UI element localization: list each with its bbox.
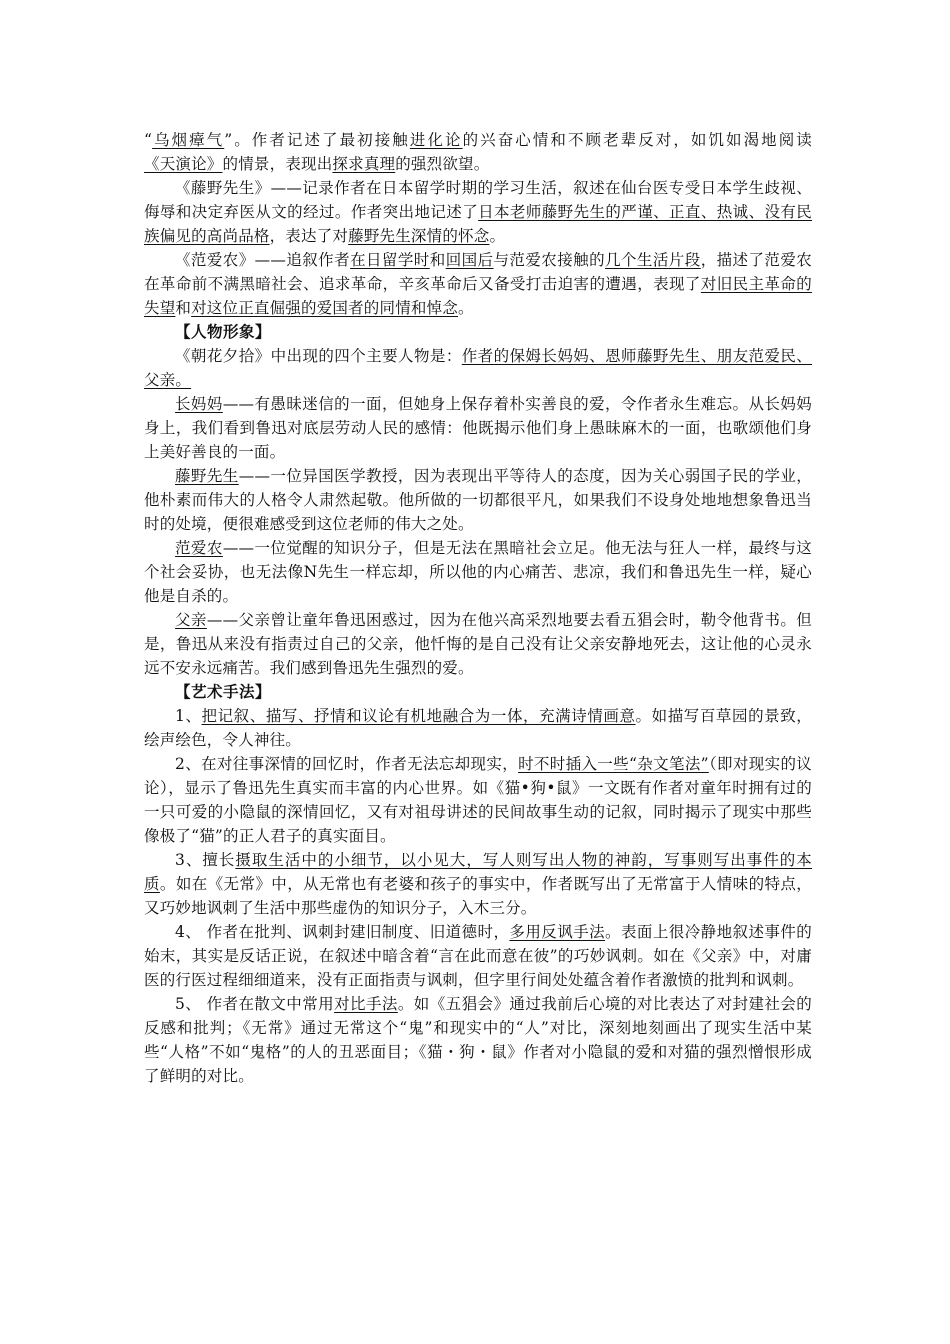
underlined-phrase: 时不时插入一些“杂文笔法”: [518, 755, 709, 773]
text-run: 4、 作者在批判、讽刺封建旧制度、旧道德时，: [175, 923, 510, 941]
paragraph-technique-5: [144, 992, 812, 1088]
underlined-phrase: 乌烟瘴气: [152, 131, 225, 149]
underlined-phrase: 作者的保姆长妈妈、恩师藤野先生、朋友范爱民、父亲。: [144, 347, 812, 389]
underlined-phrase: 在日留学时: [350, 251, 430, 269]
text-run: 的兴奋心情和不顾老辈反对，如饥如渴地阅读: [462, 131, 812, 149]
text-run: 3、擅长: [175, 851, 236, 869]
underlined-phrase: 把记叙、描写、抒情和议论有机地融合为一体，充满诗情画意: [201, 707, 636, 725]
paragraph-technique-2: [144, 752, 812, 848]
text-run: ——有愚昧迷信的一面，但她身上保存着朴实善良的爱，令作者永生难忘。从长妈妈身上，我们看到鲁迅对底层劳动人民的感情：他既揭示他们身上愚昧麻木的一面，也歌颂他们身上美好善良的一面。: [144, 395, 812, 461]
text-run: 与范爱农接触的: [493, 251, 606, 269]
section-heading-techniques: 【艺术手法】: [175, 682, 272, 701]
paragraph-technique-4: [144, 920, 812, 992]
paragraph-technique-3: [144, 848, 812, 920]
text-run: 和: [175, 299, 192, 317]
text-run: 。表面上很冷静地叙述事件的始末，其实是反话正说，在叙述中暗含着“言在此而意在彼”的巧妙讽刺。如在《父亲》中，对庸医的行医过程细细道来，没有正面指责与讽刺，但字里行间处处蕴含着作者激愤的批判和讽刺。: [144, 923, 812, 989]
text-run: 5、 作者在散文中常用: [175, 995, 335, 1013]
underlined-phrase: 回国后: [445, 251, 494, 269]
underlined-phrase: 《天演论》: [144, 155, 223, 173]
paragraph-changmama: [144, 392, 812, 464]
text-run: 的情景，表现出: [222, 155, 333, 173]
text-run: 的强烈欲望。: [395, 155, 490, 173]
text-run: ——父亲曾让童年鲁迅困惑过，因为在他兴高采烈地要去看五猖会时，勒令他背书。但是，鲁迅从来没有指责过自己的父亲，他忏悔的是自己没有让父亲安静地死去，这让他的心灵永远不安永远痛苦。我们感到鲁迅先生强烈的爱。: [144, 611, 812, 677]
paragraph-fanainong-character: [144, 536, 812, 608]
paragraph-technique-1: [144, 704, 812, 752]
text-run: 《范爱农》——追叙作者: [175, 251, 351, 269]
text-run: ，描述了范爱农在革命前不满黑暗社会、追求革命，辛亥革命后又备受打击迫害的遭遇，表现了: [144, 251, 813, 293]
text-run: 2、在对往事深情的回忆时，作者无法忘却现实，: [175, 755, 519, 773]
text-run: 。: [489, 227, 506, 245]
underlined-phrase: 对旧民主革命的失望: [144, 275, 812, 317]
underlined-phrase: 多用反讽手法: [509, 923, 606, 941]
text-run: 《朝花夕拾》中出现的四个主要人物是：: [175, 347, 462, 365]
underlined-phrase: 几个生活片段: [605, 251, 701, 269]
paragraph-tengye: [144, 176, 812, 248]
character-name: 藤野先生: [175, 467, 239, 485]
text-run: ，表达了对: [269, 227, 349, 245]
text-run: ——一位异国医学教授，因为表现出平等待人的态度，因为关心弱国子民的学业，他朴素而伟大的人格令人肃然起敬。他所做的一切都很平凡，如果我们不设身处地地想象鲁迅当时的处境，便很难感受到这位老师的伟大之处。: [144, 467, 812, 533]
character-name: 长妈妈: [175, 395, 223, 413]
paragraph-father: [144, 608, 812, 680]
paragraph-fanainong: [144, 248, 812, 320]
text-run: ”。作者记述了最初接触: [224, 131, 410, 149]
paragraph-zhaohua-intro-end: [144, 128, 812, 176]
underlined-phrase: 日本老师藤野先生的严谨、正直、热诚、没有民族偏见的高尚品格: [144, 203, 813, 245]
paragraph-characters-intro: [144, 344, 812, 392]
underlined-phrase: 对这位正直倔强的爱国者的同情和悼念: [191, 299, 459, 317]
underlined-phrase: 进化论: [409, 131, 463, 149]
text-run: 。如描写百草园的景致，绘声绘色，令人神往。: [144, 707, 812, 749]
text-run: 。: [458, 299, 474, 317]
text-run: 和: [429, 251, 446, 269]
paragraph-tengye-character: [144, 464, 812, 536]
underlined-phrase: 探求真理: [332, 155, 396, 173]
text-run: “: [144, 131, 153, 149]
underlined-phrase: 摄取生活中的小细节，以小见大，写人则写出人物的神韵，写事则写出事件的本质: [144, 851, 812, 893]
text-run: 。如在《无常》中，从无常也有老婆和孩子的事实中，作者既写出了无常富于人情味的特点，又巧妙地讽刺了生活中那些虚伪的知识分子，入木三分。: [144, 875, 813, 917]
text-run: 。如《五猖会》通过我前后心境的对比表达了对封建社会的反感和批判；《无常》通过无常这个“鬼”和现实中的“人”对比，深刻地刻画出了现实生活中某些“人格”不如“鬼格”的人的丑恶面目；《猫・狗・鼠》作者对小隐鼠的爱和对猫的强烈憎恨形成了鲜明的对比。: [144, 995, 812, 1085]
character-name: 范爱农: [175, 539, 223, 557]
underlined-phrase: 对比手法: [334, 995, 398, 1013]
text-run: ——一位觉醒的知识分子，但是无法在黑暗社会立足。他无法与狂人一样，最终与这个社会妥协，也无法像N先生一样忘却，所以他的内心痛苦、悲凉，我们和鲁迅先生一样，疑心他是自杀的。: [144, 539, 812, 605]
character-name: 父亲: [175, 611, 207, 629]
text-run: 《藤野先生》——记录作者在日本留学时期的学习生活，叙述在仙台医专受日本学生歧视、侮辱和决定弃医从文的经过。作者突出地记述了: [144, 179, 812, 221]
underlined-phrase: 藤野先生深情的怀念: [348, 227, 490, 245]
section-heading-characters: 【人物形象】: [175, 322, 272, 341]
text-run: （即对现实的议论），显示了鲁迅先生真实而丰富的内心世界。如《猫•狗•鼠》一文既有作者对童年时拥有过的一只可爱的小隐鼠的深情回忆，又有对祖母讲述的民间故事生动的记叙，同时揭示了现实中那些像极了“猫”的正人君子的真实面目。: [144, 755, 813, 845]
text-run: 1、: [175, 707, 202, 725]
